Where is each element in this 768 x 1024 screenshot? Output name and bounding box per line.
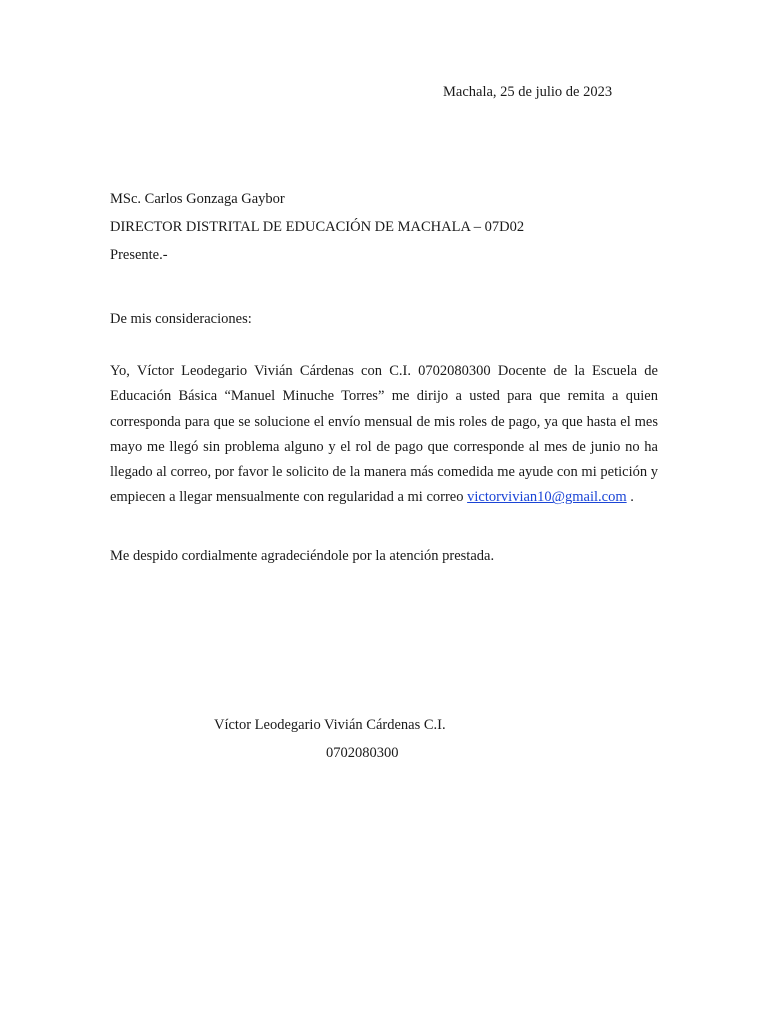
greeting: De mis consideraciones: <box>110 311 252 327</box>
body-paragraph <box>110 359 658 511</box>
signature-id: 0702080300 <box>326 745 399 761</box>
recipient-salutation: Presente.- <box>110 247 168 263</box>
body-end: . <box>626 489 634 506</box>
recipient-block <box>110 185 524 269</box>
closing-line: Me despido cordialmente agradeciéndole por la atención prestada. <box>110 548 495 564</box>
letter-date: Machala, 25 de julio de 2023 <box>443 84 613 100</box>
email-link[interactable]: victorvivian10@gmail.com <box>467 489 627 506</box>
body-text: Yo, Víctor Leodegario Vivián Cárdenas con C.I. 0702080300 Docente de la Escuela de Educación Básica “Manuel Minuche Torres” me dirijo a usted para que remita a quien corresponda para que se solucione el envío mensual de mis roles de pago, ya que hasta el mes mayo me llegó sin problema alguno y el rol de pago que corresponde al mes de junio no ha llegado al correo, por favor le solicito de la manera más comedida me ayude con mi petición y empiecen a llegar mensualmente con regularidad a mi correo <box>110 363 658 506</box>
signature-name: Víctor Leodegario Vivián Cárdenas C.I. <box>214 717 446 733</box>
recipient-name: MSc. Carlos Gonzaga Gaybor <box>110 191 285 207</box>
recipient-title: DIRECTOR DISTRITAL DE EDUCACIÓN DE MACHALA – 07D02 <box>110 219 525 235</box>
signature-block <box>110 711 658 767</box>
